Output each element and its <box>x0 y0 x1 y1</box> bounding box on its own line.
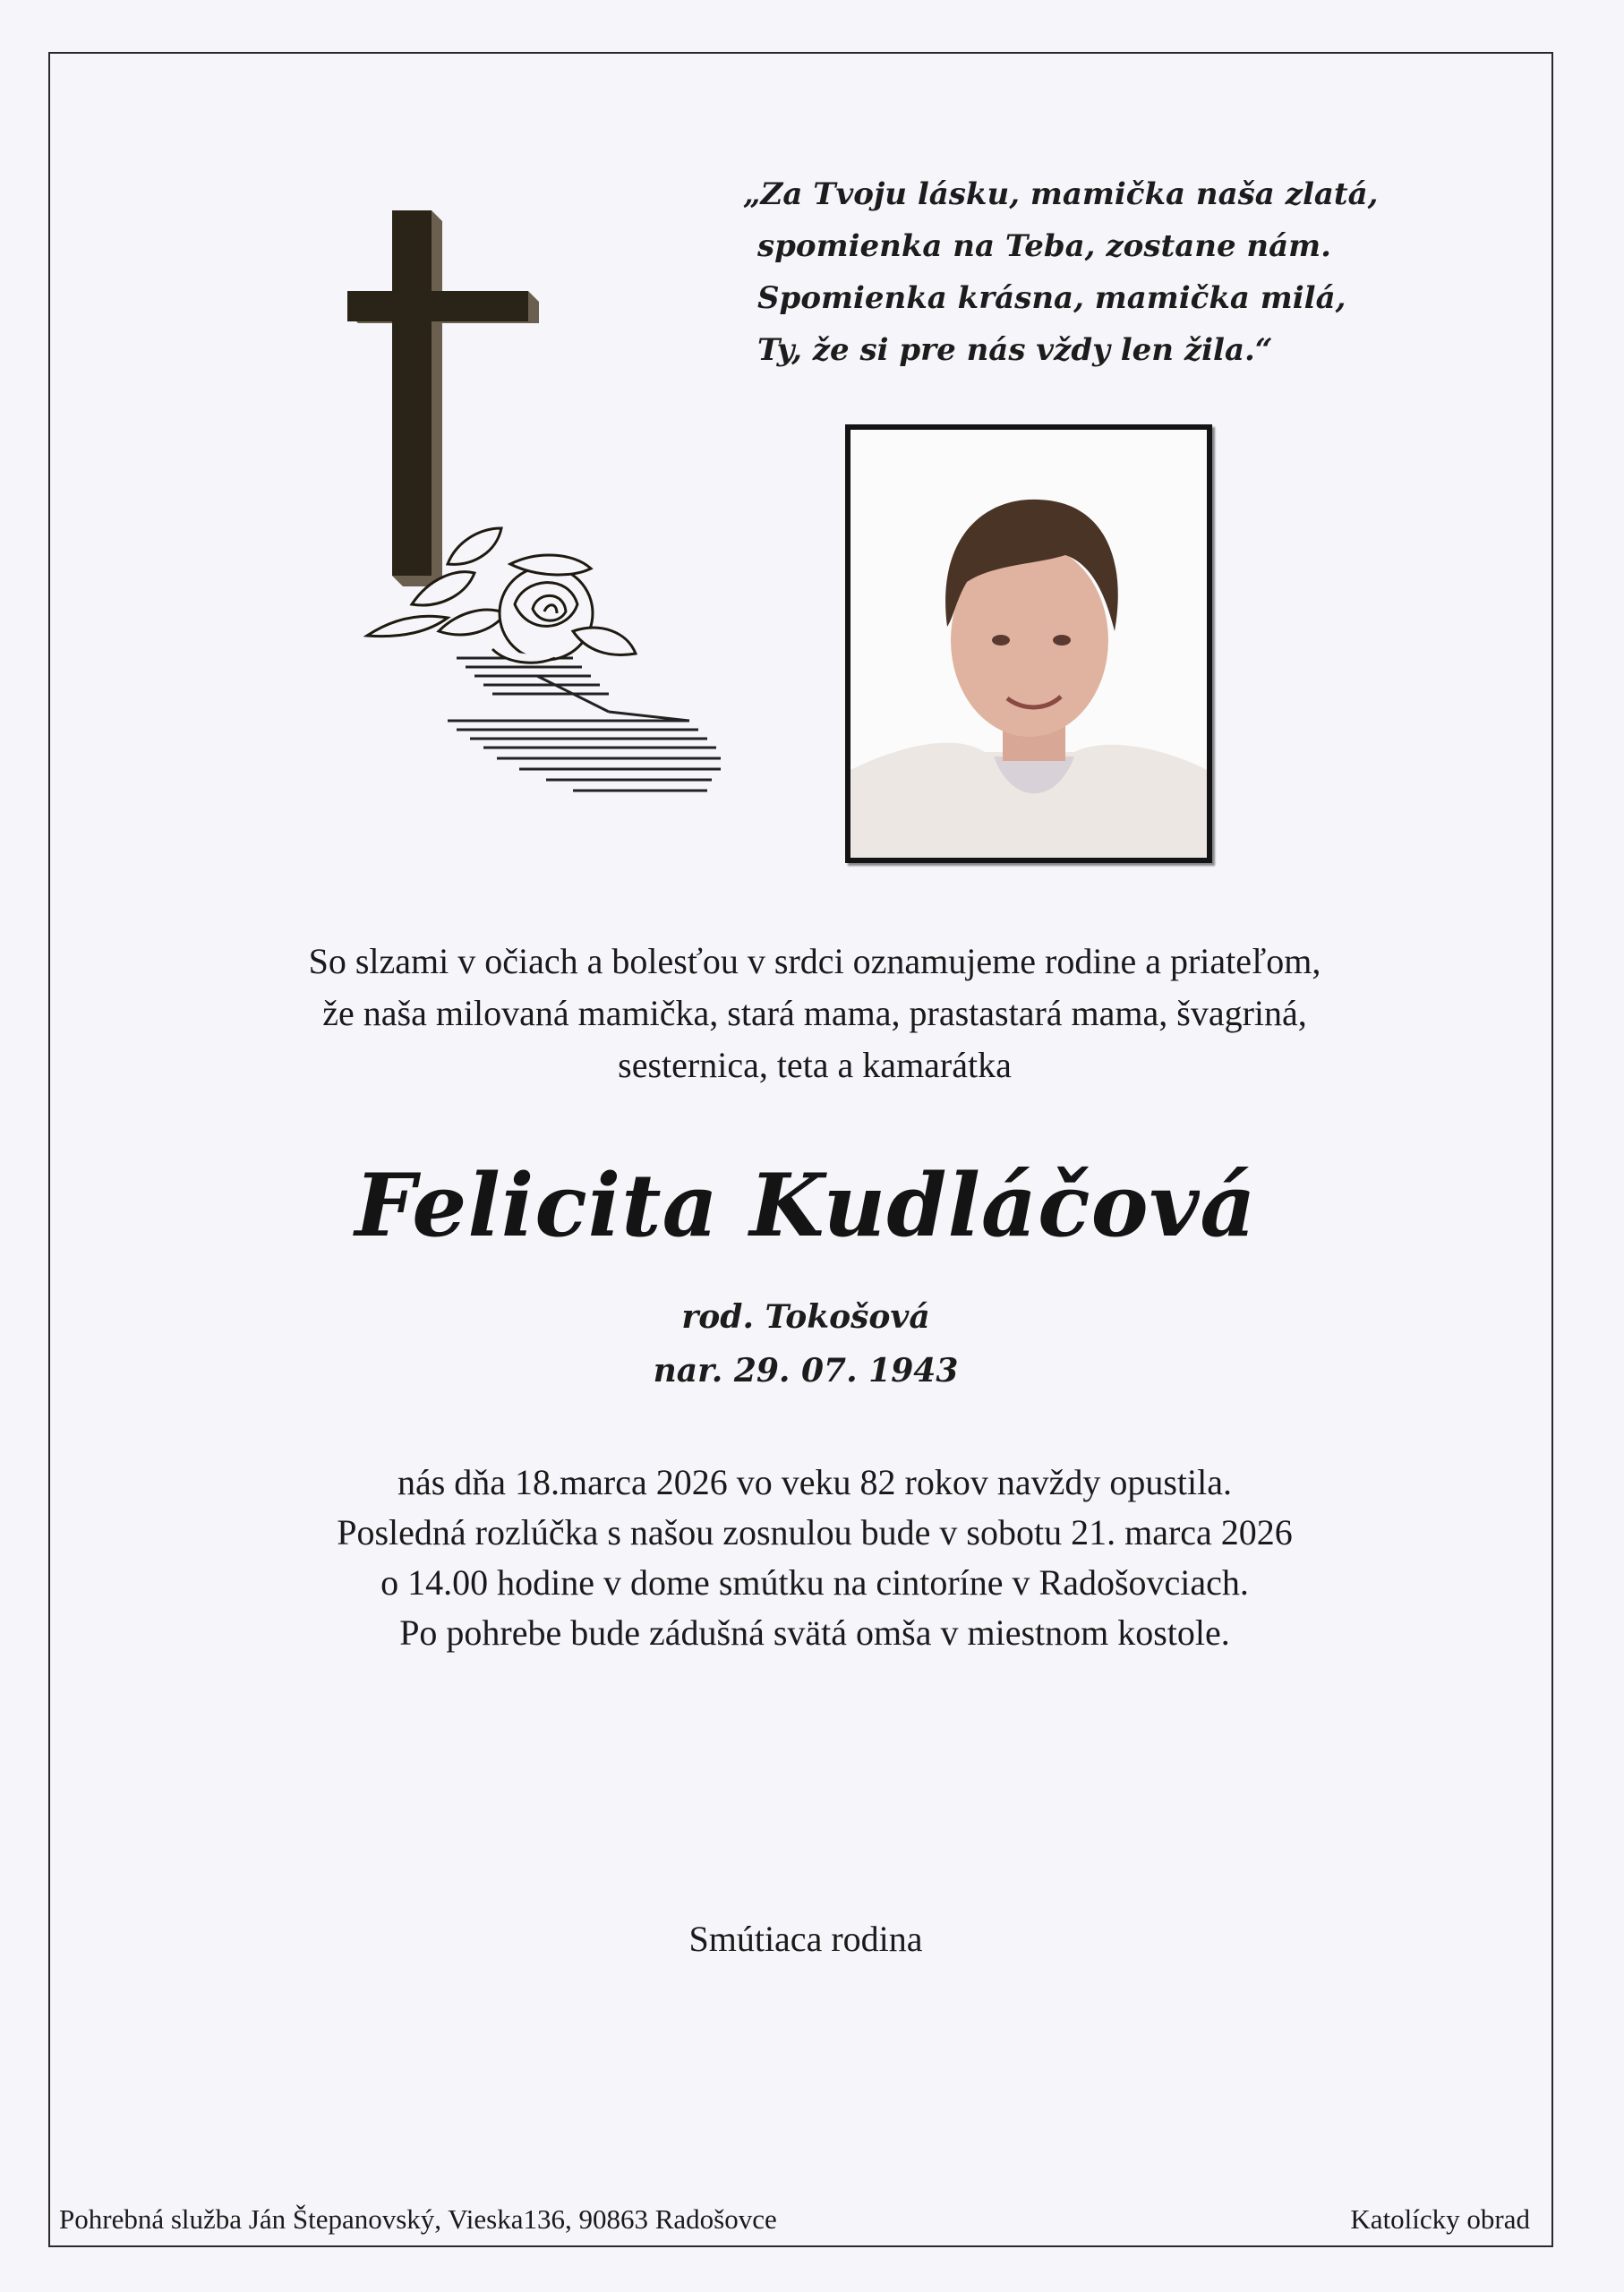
funeral-details <box>72 1458 1558 1658</box>
rite-label: Katolícky obrad <box>1350 2203 1530 2235</box>
verse-line: „Za Tvoju lásku, mamička naša zlatá, <box>743 176 1379 212</box>
portrait-image-icon <box>850 430 1207 858</box>
announcement-line: So slzami v očiach a bolesťou v srdci oznamujeme rodine a priateľom, <box>308 941 1321 981</box>
portrait-photo <box>845 424 1212 863</box>
details-line: Posledná rozlúčka s našou zosnulou bude v sobotu 21. marca 2026 <box>337 1512 1293 1552</box>
memorial-verse <box>743 168 1378 376</box>
announcement-line: sesternica, teta a kamarátka <box>618 1045 1012 1085</box>
signature-family: Smútiaca rodina <box>688 1919 923 1959</box>
details-line: nás dňa 18.marca 2026 vo veku 82 rokov navždy opustila. <box>397 1462 1232 1502</box>
deceased-name: Felicita Kudláčová <box>355 1155 1257 1256</box>
details-line: o 14.00 hodine v dome smútku na cintoríne v Radošovciach. <box>380 1562 1249 1603</box>
announcement-text <box>90 936 1540 1091</box>
maiden-name: rod. Tokošová <box>681 1298 930 1336</box>
birth-date: nar. 29. 07. 1943 <box>653 1352 959 1390</box>
verse-line: Ty, že si pre nás vždy len žila.“ <box>757 332 1273 368</box>
cross-with-rose-icon <box>313 210 725 801</box>
verse-line: spomienka na Teba, zostane nám. <box>757 228 1331 264</box>
verse-line: Spomienka krásna, mamička milá, <box>757 280 1346 316</box>
details-line: Po pohrebe bude zádušná svätá omša v miestnom kostole. <box>399 1612 1230 1653</box>
announcement-line: že naša milovaná mamička, stará mama, prastastará mama, švagriná, <box>322 993 1307 1033</box>
funeral-service-info: Pohrebná služba Ján Štepanovský, Vieska136, 90863 Radošovce <box>59 2203 777 2235</box>
